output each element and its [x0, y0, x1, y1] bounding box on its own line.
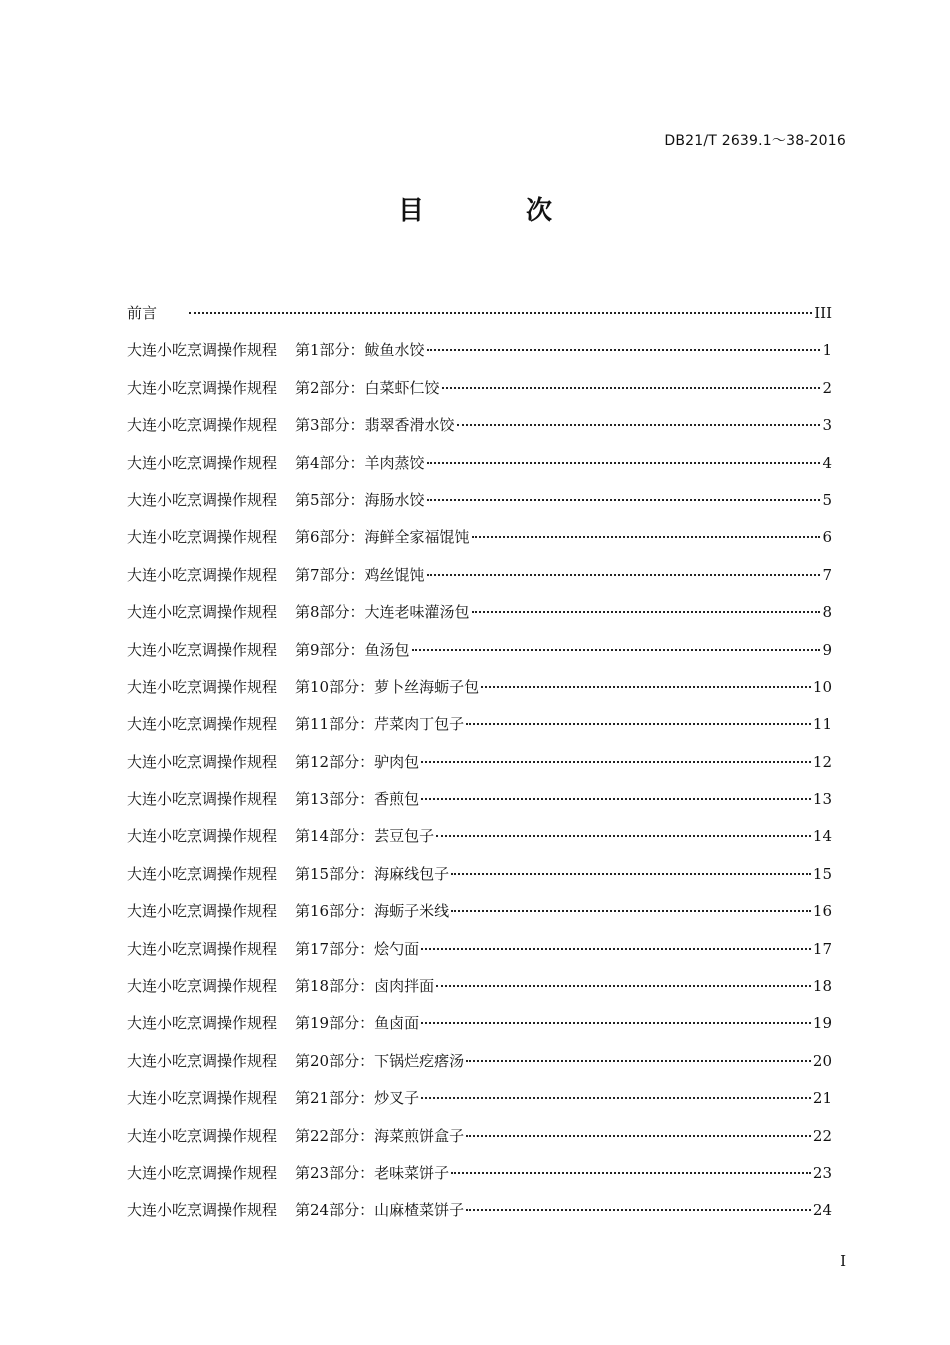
- toc-entry[interactable]: [127, 931, 832, 968]
- dot-leader: [451, 909, 811, 912]
- dot-leader: [427, 498, 821, 501]
- toc-entry[interactable]: [127, 1080, 832, 1117]
- dot-leader: [436, 984, 811, 987]
- toc-entry-part: 第24部分：山麻楂菜饼子: [295, 1201, 465, 1220]
- toc-entry-part: 第4部分：羊肉蒸饺: [295, 453, 425, 472]
- toc-entry[interactable]: [127, 781, 832, 818]
- standard-code: DB21/T 2639.1～38-2016: [664, 133, 846, 149]
- toc-entry-page: 4: [822, 453, 832, 472]
- toc-entry-page: 22: [812, 1126, 832, 1145]
- toc-entry-part: 第22部分：海菜煎饼盒子: [295, 1126, 465, 1145]
- toc-entry-series: 大连小吃烹调操作规程: [127, 528, 278, 547]
- dot-leader: [481, 685, 811, 688]
- toc-entry[interactable]: [127, 594, 832, 631]
- toc-entry-page: 13: [812, 790, 832, 809]
- dot-leader: [451, 1171, 811, 1174]
- dot-leader: [421, 947, 811, 950]
- toc-entry-page: 7: [822, 565, 832, 584]
- toc-entry[interactable]: [127, 706, 832, 743]
- toc-entry-series: 大连小吃烹调操作规程: [127, 640, 278, 659]
- toc-entry-part: 第7部分：鸡丝馄饨: [295, 565, 425, 584]
- toc-entry-series: 大连小吃烹调操作规程: [127, 1163, 278, 1182]
- toc-entry-series: 大连小吃烹调操作规程: [127, 939, 278, 958]
- toc-entry[interactable]: [127, 519, 832, 556]
- toc-entry-part: 第16部分：海蛎子米线: [295, 902, 450, 921]
- toc-entry-part: 第10部分：萝卜丝海蛎子包: [295, 677, 480, 696]
- toc-entry-page: 11: [812, 715, 832, 734]
- toc-entry-label: 前言: [127, 304, 158, 322]
- toc-entry-page: 1: [822, 341, 832, 360]
- toc-entry-page: 5: [822, 490, 832, 509]
- dot-leader: [466, 1134, 811, 1137]
- toc-entry-page: 17: [812, 939, 832, 958]
- dot-leader: [472, 535, 821, 538]
- toc-entry-series: 大连小吃烹调操作规程: [127, 565, 278, 584]
- toc-entry-page: 3: [822, 416, 832, 435]
- toc-entry-page: 15: [812, 864, 832, 883]
- toc-entry[interactable]: [127, 968, 832, 1005]
- dot-leader: [427, 573, 821, 576]
- dot-leader: [421, 797, 811, 800]
- toc-entry-part: 第3部分：翡翠香滑水饺: [295, 416, 455, 435]
- toc-entry-part: 第13部分：香煎包: [295, 790, 420, 809]
- toc-entry-page: 20: [812, 1051, 832, 1070]
- toc-entry-series: 大连小吃烹调操作规程: [127, 1201, 278, 1220]
- page-number: I: [840, 1252, 846, 1270]
- toc-entry-series: 大连小吃烹调操作规程: [127, 1089, 278, 1108]
- toc-entry-part: 第23部分：老味菜饼子: [295, 1163, 450, 1182]
- toc-entry-page: 24: [812, 1201, 832, 1220]
- dot-leader: [427, 348, 821, 351]
- table-of-contents: [127, 295, 832, 1230]
- toc-entry-series: 大连小吃烹调操作规程: [127, 603, 278, 622]
- toc-entry-series: 大连小吃烹调操作规程: [127, 416, 278, 435]
- dot-leader: [436, 834, 811, 837]
- toc-entry[interactable]: [127, 1192, 832, 1229]
- dot-leader: [421, 1096, 811, 1099]
- toc-entry-part: 第5部分：海肠水饺: [295, 490, 425, 509]
- toc-entry[interactable]: [127, 818, 832, 855]
- toc-entry-series: 大连小吃烹调操作规程: [127, 977, 278, 996]
- toc-entry-series: 大连小吃烹调操作规程: [127, 341, 278, 360]
- toc-entry-series: 大连小吃烹调操作规程: [127, 378, 278, 397]
- toc-entry-part: 第6部分：海鲜全家福馄饨: [295, 528, 470, 547]
- toc-entry[interactable]: [127, 332, 832, 369]
- toc-entry[interactable]: [127, 1005, 832, 1042]
- toc-entry-series: 大连小吃烹调操作规程: [127, 453, 278, 472]
- toc-entry-part: 第2部分：白菜虾仁饺: [295, 378, 440, 397]
- toc-entry-series: 大连小吃烹调操作规程: [127, 490, 278, 509]
- toc-entry-part: 第9部分：鱼汤包: [295, 640, 410, 659]
- toc-entry-page: 14: [812, 827, 832, 846]
- toc-entry[interactable]: [127, 632, 832, 669]
- toc-entry[interactable]: [127, 482, 832, 519]
- toc-entry-series: 大连小吃烹调操作规程: [127, 1051, 278, 1070]
- toc-entry-page: 21: [812, 1089, 832, 1108]
- toc-entry-part: 第8部分：大连老味灌汤包: [295, 603, 470, 622]
- toc-entry-series: 大连小吃烹调操作规程: [127, 902, 278, 921]
- toc-entry[interactable]: [127, 1118, 832, 1155]
- toc-entry-preface[interactable]: [127, 295, 832, 332]
- toc-entry-series: 大连小吃烹调操作规程: [127, 864, 278, 883]
- toc-entry[interactable]: [127, 1043, 832, 1080]
- toc-entry-part: 第11部分：芹菜肉丁包子: [295, 715, 465, 734]
- toc-entry-page: 23: [812, 1163, 832, 1182]
- toc-entry-page: 10: [812, 677, 832, 696]
- toc-entry-part: 第18部分：卤肉拌面: [295, 977, 435, 996]
- toc-entry[interactable]: [127, 370, 832, 407]
- toc-entry-series: 大连小吃烹调操作规程: [127, 827, 278, 846]
- toc-entry-part: 第17部分：烩勺面: [295, 939, 420, 958]
- toc-entry[interactable]: [127, 744, 832, 781]
- toc-entry-series: 大连小吃烹调操作规程: [127, 1126, 278, 1145]
- toc-entry-page: 16: [812, 902, 832, 921]
- toc-entry-page: 12: [812, 752, 832, 771]
- toc-entry-part: 第1部分：鲅鱼水饺: [295, 341, 425, 360]
- toc-entry-part: 第15部分：海麻线包子: [295, 864, 450, 883]
- toc-entry[interactable]: [127, 893, 832, 930]
- toc-entry-part: 第12部分：驴肉包: [295, 752, 420, 771]
- dot-leader: [442, 386, 821, 389]
- toc-entry-page: III: [814, 304, 832, 322]
- dot-leader: [412, 648, 821, 651]
- dot-leader: [421, 760, 811, 763]
- dot-leader: [421, 1021, 811, 1024]
- toc-entry-series: 大连小吃烹调操作规程: [127, 1014, 278, 1033]
- toc-entry[interactable]: [127, 557, 832, 594]
- toc-entry[interactable]: [127, 856, 832, 893]
- toc-entry-series: 大连小吃烹调操作规程: [127, 715, 278, 734]
- toc-entry-part: 第14部分：芸豆包子: [295, 827, 435, 846]
- dot-leader: [472, 610, 821, 613]
- dot-leader: [189, 311, 812, 314]
- toc-entry[interactable]: [127, 669, 832, 706]
- dot-leader: [451, 872, 811, 875]
- dot-leader: [466, 1208, 811, 1211]
- dot-leader: [466, 722, 811, 725]
- toc-entry[interactable]: [127, 1155, 832, 1192]
- dot-leader: [466, 1059, 811, 1062]
- toc-entry-page: 9: [822, 640, 832, 659]
- toc-entry-page: 6: [822, 528, 832, 547]
- toc-entry-page: 19: [812, 1014, 832, 1033]
- toc-entry-page: 8: [822, 603, 832, 622]
- toc-entry-page: 2: [822, 378, 832, 397]
- toc-entry[interactable]: [127, 445, 832, 482]
- dot-leader: [457, 423, 821, 426]
- toc-entry-part: 第20部分：下锅烂疙瘩汤: [295, 1051, 465, 1070]
- toc-entry-series: 大连小吃烹调操作规程: [127, 677, 278, 696]
- toc-entry-part: 第19部分：鱼卤面: [295, 1014, 420, 1033]
- toc-entry-part: 第21部分：炒叉子: [295, 1089, 420, 1108]
- dot-leader: [427, 461, 821, 464]
- toc-entry[interactable]: [127, 407, 832, 444]
- toc-entry-page: 18: [812, 977, 832, 996]
- toc-entry-series: 大连小吃烹调操作规程: [127, 752, 278, 771]
- page-title: 目 次: [397, 196, 590, 226]
- toc-entry-series: 大连小吃烹调操作规程: [127, 790, 278, 809]
